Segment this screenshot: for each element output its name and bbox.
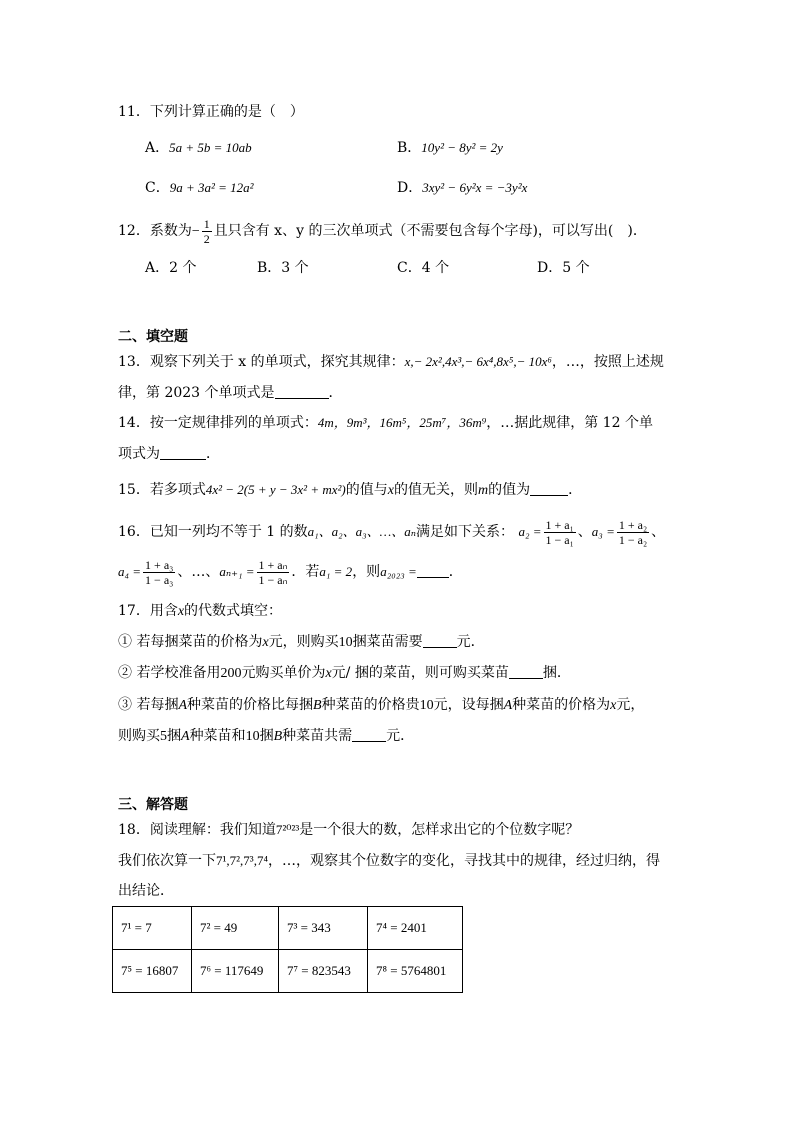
q17-var-x: x [177,604,185,619]
q15-polynomial: 4x² − 2(5 + y − 3x² + mx²) [205,482,346,497]
q17-number: 200 [220,666,242,681]
option-text: 2 个 [169,260,197,276]
q14-ask: 项式为 [118,446,160,462]
q17-item-2 [118,663,571,684]
q18-line1 [118,820,579,840]
answer-blank[interactable] [352,727,386,742]
powers-of-seven-table [112,906,463,993]
q16-a2-fraction [544,518,576,547]
q17-var-a: A [181,729,190,744]
q17-text: 种菜苗的价格为 [512,697,611,713]
fraction-numerator: 1 + a₃ [145,557,174,572]
q17-var-b: B [313,698,322,713]
q16-sep: 、 [651,524,666,540]
option-expr: 9a + 3a² = 12a² [169,180,254,195]
q16-a3-fraction [617,518,649,547]
q12-coef-fraction [202,217,212,246]
q16-end: ． [448,564,463,580]
q17-text: 元，则购买 [268,634,339,650]
q16-condition: a₁ = 2 [319,564,353,579]
q14-line1 [118,413,653,433]
q15-var-m: m [477,483,489,498]
q13-end: ． [328,385,343,401]
q18-text: 18．阅读理解：我们知道 [118,822,276,838]
fraction-numerator: 1 + aₙ [258,557,288,572]
answer-blank[interactable] [275,384,329,399]
q12-stem [118,216,647,247]
q17-var-x: x [262,635,269,650]
answer-blank[interactable] [423,633,457,648]
answer-blank[interactable] [417,563,449,578]
fraction-denominator: 1 − a₂ [618,532,648,547]
table-cell: 7⁷ = 823543 [279,950,368,993]
q17-text: ③ 若每捆 [118,697,179,713]
q17-text: 元，设每捆 [433,697,504,713]
option-expr: 3xy² − 6y²x = −3y²x [422,180,528,195]
q18-text: ，…，观察其个位数字的变化，寻找其中的规律，经过归纳，得 [267,853,660,869]
q15-text: 15．若多项式 [118,482,206,498]
q18-text: 我们依次算一下 [118,853,216,869]
q15-end: ． [568,482,583,498]
q16-sep: 、 [577,524,592,540]
answer-blank[interactable] [160,445,206,460]
q17-text: 17．用含 [118,603,178,619]
q12-coef-sign: − [191,224,200,239]
option-text: 3 个 [281,260,309,276]
q13-line1 [118,352,664,372]
section-heading-fill-in: 二、填空题 [118,329,188,345]
option-text: 5 个 [562,260,590,276]
q13-text: 13．观察下列关于 x 的单项式，探究其规律： [118,354,405,370]
q17-text: 种菜苗共需 [282,728,353,744]
table-cell: 7⁴ = 2401 [368,907,463,950]
q15-line [118,480,582,501]
q11-option-b[interactable] [397,138,503,158]
q17-item-3-line1 [118,695,644,716]
q12-option-a[interactable] [145,258,196,278]
q18-line2 [118,851,660,871]
q14-line2 [118,444,220,464]
table-cell: 7² = 49 [192,907,279,950]
q16-a3-lhs: a₃ = [591,524,615,539]
q12-suffix: 且只含有 x、y 的三次单项式（不需要包含每个字母)，可以写出( )． [213,223,647,239]
q17-text: 元购买单价为 [241,665,326,681]
q18-power: 7²⁰²³ [275,822,300,837]
fraction-denominator: 2 [203,231,210,246]
q18-sequence: 7¹,7²,7³,7⁴ [216,853,268,868]
q17-text: ② 若学校准备用 [118,665,221,681]
q17-var-x: x [610,698,617,713]
option-label: D． [537,260,563,276]
table-cell: 7⁵ = 16807 [113,950,192,993]
q16-line1 [118,516,665,548]
table-row [113,950,463,993]
option-label: C． [145,180,170,196]
q16-a4-lhs: a₄ = [118,564,142,579]
q17-var-x: x [325,666,332,681]
q14-text: 14．按一定规律排列的单项式： [118,415,318,431]
q17-number: 10 [245,729,260,744]
q17-text: 元． [386,728,415,744]
q17-item-1 [118,632,485,653]
q13-sequence: x,− 2x²,4x³,− 6x⁴,8x⁵,− 10x⁶ [404,354,552,369]
q15-var-x: x [387,483,394,498]
table-cell: 7³ = 343 [279,907,368,950]
q17-var-a: A [178,698,188,713]
answer-blank[interactable] [509,664,543,679]
q17-number: 10 [338,635,353,650]
table-cell: 7⁶ = 117649 [192,950,279,993]
q11-option-a[interactable] [145,138,252,158]
q15-text: 的值无关，则 [393,482,478,498]
fraction-numerator: 1 + a₁ [545,517,574,532]
q16-ask: a₂₀₂₃ = [380,564,417,579]
table-row [113,907,463,950]
q17-text: 捆． [542,665,571,681]
q17-text: 捆 [167,728,181,744]
q17-item-3-line2 [118,726,414,747]
q12-option-d[interactable] [537,258,590,278]
q14-end: ． [206,446,220,462]
fraction-numerator: 1 + a₂ [618,517,648,532]
table-cell: 7⁸ = 5764801 [368,950,463,993]
q13-line2 [118,383,343,403]
q16-a4-fraction [143,558,175,587]
q17-text: 种菜苗的价格贵 [321,697,420,713]
q12-option-c[interactable] [397,258,449,278]
q13-text-tail: ，…，按照上述规 [551,354,664,370]
q16-text: 满足如下关系： [416,524,515,540]
q16-an1-fraction [257,558,290,587]
q15-text: 的值与 [345,482,388,498]
q16-text: ，则 [352,564,381,580]
q17-var-a: A [503,698,513,713]
q11-option-d[interactable] [397,178,527,198]
q17-var-b: B [273,729,283,744]
q17-text: 元， [616,697,645,713]
fraction-denominator: 1 − a₁ [545,532,574,547]
option-text: 4 个 [421,260,450,276]
option-label: C． [397,260,422,276]
q14-text-tail: ，…据此规律，第 12 个单 [486,415,653,431]
q17-text: 捆菜苗需要 [352,634,423,650]
q16-sequence: a₁、a₂、a₃、…、aₙ [307,524,417,539]
q17-text: 元． [456,634,485,650]
q16-line2 [118,556,463,588]
fraction-denominator: 1 − aₙ [258,572,288,587]
q15-text: 的值为 [488,482,531,498]
q12-prefix: 12．系数为 [118,223,192,239]
fraction-numerator: 1 [203,216,210,231]
q12-option-b[interactable] [257,258,309,278]
q17-text: 种菜苗的价格比每捆 [187,697,314,713]
q17-stem [118,601,282,622]
q17-text: 的代数式填空： [184,603,283,619]
q16-text: ．若 [291,564,320,580]
option-label: A． [145,140,170,156]
option-expr: 10y² − 8y² = 2y [421,140,503,155]
q17-text: 种菜苗和 [189,728,246,744]
option-label: A． [145,260,170,276]
q16-a2-lhs: a₂ = [518,524,542,539]
q16-ellipsis: 、…、 [177,564,220,580]
q13-ask: 律，第 2023 个单项式是 [118,385,275,401]
option-label: B． [257,260,282,276]
q18-text: 是一个很大的数，怎样求出它的个位数字呢？ [299,822,580,838]
q11-option-c[interactable] [145,178,254,198]
q17-text: 捆 [259,728,274,744]
q17-number: 5 [160,729,167,744]
answer-blank[interactable] [530,481,568,496]
q17-text: ① 若每捆菜苗的价格为 [118,634,263,650]
option-expr: 5a + 5b = 10ab [169,140,252,155]
q17-text: 则购买 [118,728,160,744]
q11-stem: 11．下列计算正确的是（ ） [118,104,304,120]
option-label: D． [397,180,423,196]
option-label: B． [397,140,422,156]
q16-text: 16．已知一列均不等于 1 的数 [118,524,308,540]
q17-number: 10 [419,698,434,713]
q17-text: 元/ 捆的菜苗，则可购买菜苗 [331,665,509,681]
table-cell: 7¹ = 7 [113,907,192,950]
q16-an1-lhs: aₙ₊₁ = [219,564,255,579]
q14-sequence: 4m，9m³，16m⁵，25m⁷，36m⁹ [317,415,487,430]
section-heading-solve: 三、解答题 [118,797,188,813]
fraction-denominator: 1 − a₃ [145,572,174,587]
q18-line3: 出结论． [118,883,174,899]
